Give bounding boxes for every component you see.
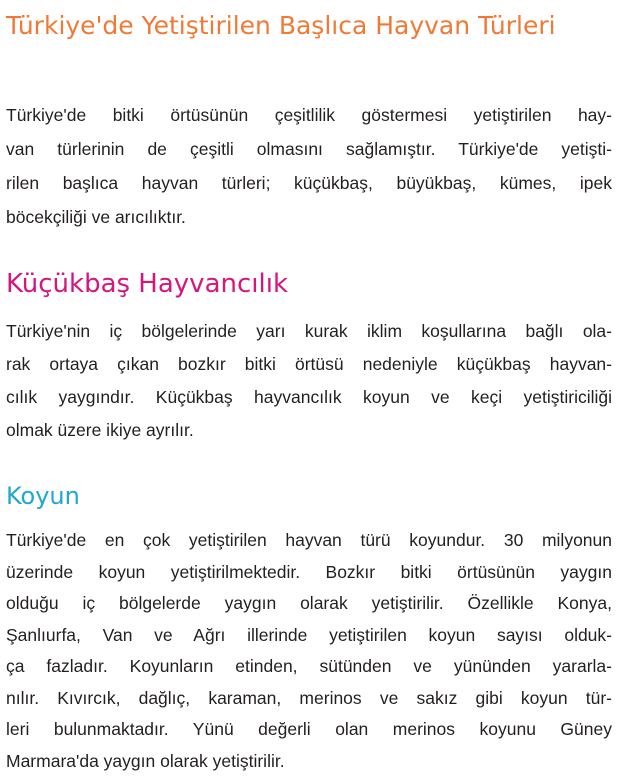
kucukbas-paragraph	[6, 315, 612, 447]
koyun-line: Şanlıurfa, Van ve Ağrı illerinde yetiştirilen koyun sayısı olduk-	[6, 624, 612, 645]
intro-line: rilen başlıca hayvan türleri; küçükbaş, büyükbaş, kümes, ipek	[6, 173, 612, 193]
koyun-line: leri bulunmaktadır. Yünü değerli olan merinos koyunu Güney	[6, 719, 612, 739]
koyun-line: Türkiye'de en çok yetiştirilen hayvan türü koyundur. 30 milyonun	[6, 530, 612, 550]
page-title: Türkiye'de Yetiştirilen Başlıca Hayvan Türleri	[6, 11, 556, 40]
kucukbas-line: olmak üzere ikiye ayrılır.	[6, 420, 194, 440]
kucukbas-heading: Küçükbaş Hayvancılık	[6, 269, 289, 299]
kucukbas-line: rak ortaya çıkan bozkır bitki örtüsü nedeniyle küçükbaş hayvan-	[6, 354, 612, 374]
koyun-line: olduğu iç bölgelerde yaygın olarak yetiştirilir. Özellikle Konya,	[6, 593, 612, 613]
intro-paragraph	[6, 98, 612, 234]
koyun-heading: Koyun	[6, 482, 80, 510]
koyun-line: Marmara'da yaygın olarak yetiştirilir.	[6, 750, 285, 771]
intro-line: böcekçiliği ve arıcılıktır.	[6, 207, 186, 227]
koyun-line: nılır. Kıvırcık, dağlıç, karaman, merinos ve sakız gibi koyun tür-	[6, 687, 612, 708]
koyun-paragraph	[6, 525, 612, 777]
kucukbas-line: Türkiye'nin iç bölgelerinde yarı kurak iklim koşullarına bağlı ola-	[6, 321, 612, 341]
koyun-line: ça fazladır. Koyunların etinden, sütünden ve yününden yararla-	[6, 656, 612, 676]
koyun-line: üzerinde koyun yetiştirilmektedir. Bozkır bitki örtüsünün yaygın	[6, 561, 612, 582]
intro-line: Türkiye'de bitki örtüsünün çeşitlilik göstermesi yetiştirilen hay-	[6, 105, 612, 125]
kucukbas-line: cılık yaygındır. Küçükbaş hayvancılık koyun ve keçi yetiştiriciliği	[6, 387, 612, 407]
intro-line: van türlerinin de çeşitli olmasını sağlamıştır. Türkiye'de yetişti-	[6, 139, 612, 159]
